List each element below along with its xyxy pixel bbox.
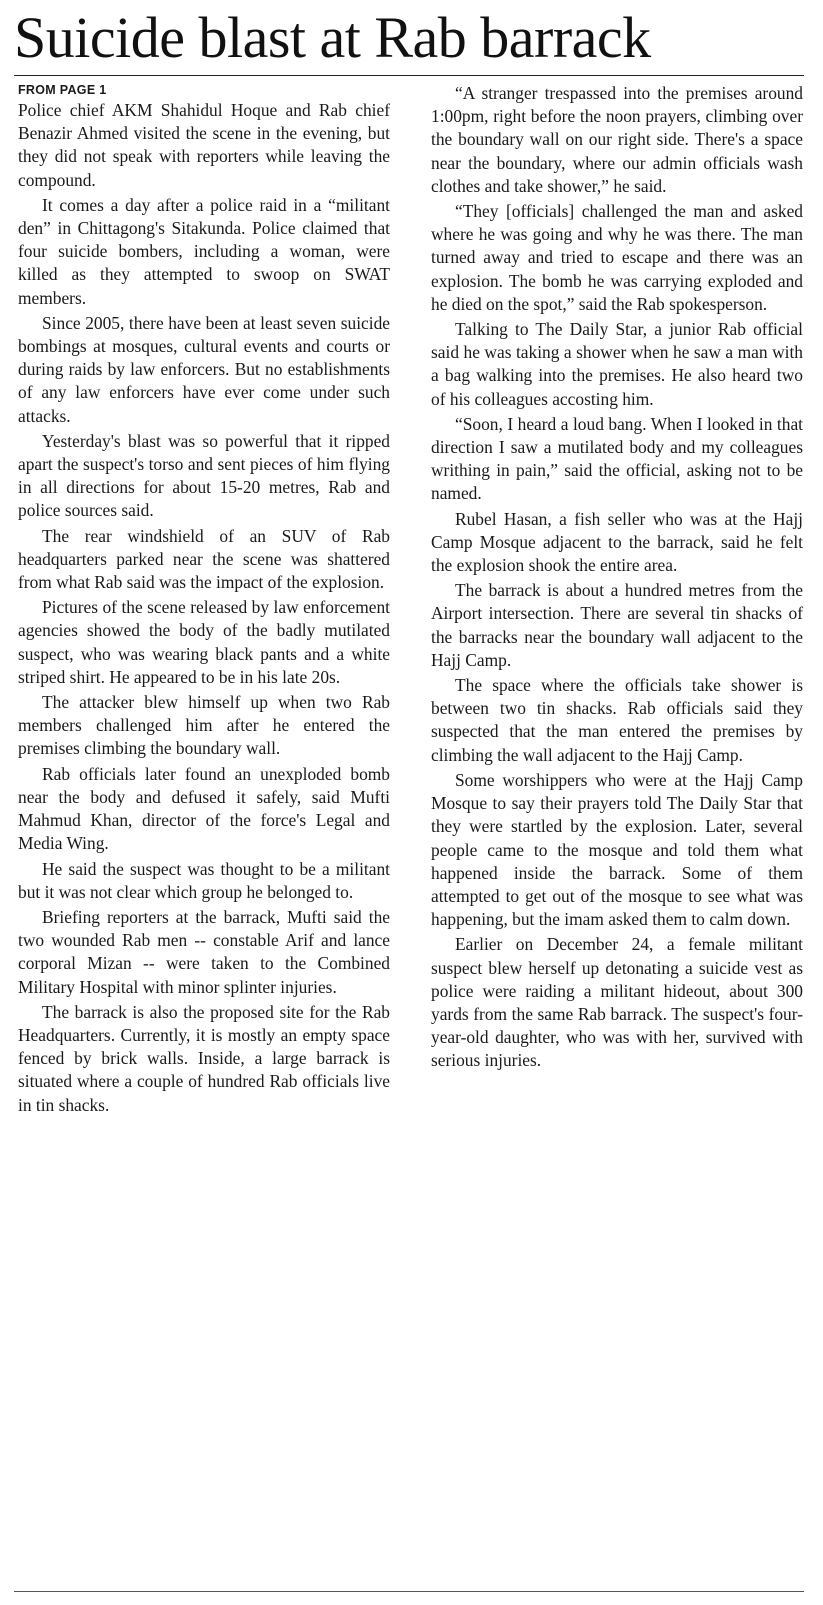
paragraph: Since 2005, there have been at least seven suicide bombings at mosques, cultural events and courts or during raids by law enforcers. But no establishments of any law enforcers have ever come under such attacks. [18, 312, 390, 426]
paragraph: The barrack is also the proposed site for the Rab Headquarters. Currently, it is mostly an empty space fenced by brick walls. Inside, a large barrack is situated where a couple of hundred Rab officials live in tin shacks. [18, 1001, 390, 1115]
paragraph: Briefing reporters at the barrack, Mufti said the two wounded Rab men -- constable Arif and lance corporal Mizan -- were taken to the Combined Military Hospital with minor splinter injuries. [18, 906, 390, 997]
paragraph: “Soon, I heard a loud bang. When I looked in that direction I saw a mutilated body and my colleagues writhing in pain,” said the official, asking not to be named. [431, 413, 803, 504]
paragraph: Talking to The Daily Star, a junior Rab official said he was taking a shower when he saw a man with a bag walking into the premises. He also heard two of his colleagues accosting him. [431, 319, 803, 409]
paragraph: It comes a day after a police raid in a “militant den” in Chittagong's Sitakunda. Police claimed that four suicide bombers, including a woman, were killed as they attempted to swoop on SWAT members. [18, 194, 390, 308]
paragraph: The barrack is about a hundred metres from the Airport intersection. There are several tin shacks of the barracks near the boundary wall adjacent to the Hajj Camp. [431, 580, 803, 670]
paragraph: “A stranger trespassed into the premises around 1:00pm, right before the noon prayers, climbing over the boundary wall on our right side. There's a space near the boundary, where our admin officials wash clothes and take shower,” he said. [431, 83, 803, 196]
column-left [18, 82, 390, 1119]
paragraph: Pictures of the scene released by law enforcement agencies showed the body of the badly mutilated suspect, who was wearing black pants and a white striped shirt. He appeared to be in his late 20s. [18, 597, 390, 687]
paragraph: Some worshippers who were at the Hajj Camp Mosque to say their prayers told The Daily Star that they were startled by the explosion. Later, several people came to the mosque and told them what happened inside the barrack. Some of them attempted to get out of the mosque to see what was happening, but the imam asked them to calm down. [431, 769, 803, 930]
paragraph: “They [officials] challenged the man and asked where he was going and why he was there. The man turned away and tried to escape and there was an explosion. The bomb he was carrying exploded and he died on the spot,” said the Rab spokesperson. [431, 201, 803, 314]
article-body [18, 82, 803, 1587]
continuation-kicker: FROM PAGE 1 [18, 83, 107, 97]
paragraph: He said the suspect was thought to be a militant but it was not clear which group he belonged to. [18, 858, 390, 902]
paragraph: Police chief AKM Shahidul Hoque and Rab chief Benazir Ahmed visited the scene in the evening, but they did not speak with reporters while leaving the compound. [18, 100, 390, 190]
paragraph: The space where the officials take shower is between two tin shacks. Rab officials said they suspected that the man entered the premises by climbing the wall adjacent to the Hajj Camp. [431, 675, 803, 765]
paragraph: The attacker blew himself up when two Rab members challenged him after he entered the premises climbing the boundary wall. [18, 692, 390, 759]
paragraph: Yesterday's blast was so powerful that it ripped apart the suspect's torso and sent pieces of him flying in all directions for about 15-20 metres, Rab and police sources said. [18, 430, 390, 521]
headline-rule [14, 75, 804, 76]
paragraph: Rab officials later found an unexploded bomb near the body and defused it safely, said Mufti Mahmud Khan, director of the force's Legal and Media Wing. [18, 763, 390, 854]
headline: Suicide blast at Rab barrack [14, 5, 651, 70]
paragraph: Rubel Hasan, a fish seller who was at the Hajj Camp Mosque adjacent to the barrack, said he felt the explosion shook the entire area. [431, 508, 803, 576]
bottom-rule [14, 1591, 804, 1592]
paragraph: Earlier on December 24, a female militant suspect blew herself up detonating a suicide vest as police were raiding a militant hideout, about 300 yards from the same Rab barrack. The suspect's four-year-old daughter, who was with her, survived with serious injuries. [431, 934, 803, 1071]
paragraph: The rear windshield of an SUV of Rab headquarters parked near the scene was shattered from what Rab said was the impact of the explosion. [18, 525, 390, 593]
column-right [431, 82, 803, 1075]
